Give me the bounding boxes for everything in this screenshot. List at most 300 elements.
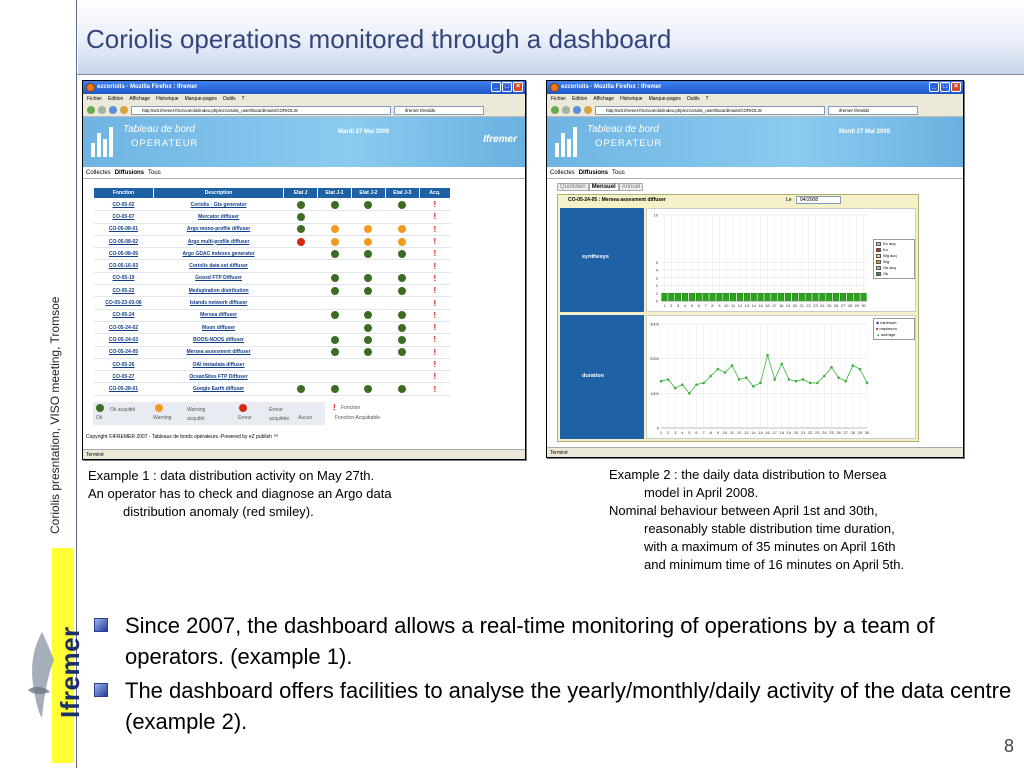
acq-cell [419, 309, 450, 321]
acq-cell [419, 321, 450, 333]
firefox-icon [86, 83, 95, 92]
search-box[interactable]: ifremer thredds [394, 106, 484, 115]
bar [668, 293, 674, 301]
ok-smiley-icon[interactable] [297, 225, 305, 233]
function-description-link[interactable]: BOOS-NOOS diffuser [153, 334, 283, 346]
function-code-link[interactable]: CO-05-16-03 [94, 260, 154, 272]
table-row [94, 211, 451, 223]
tab-tous[interactable]: Tous [148, 169, 161, 176]
banner-logo: Ifremer [483, 134, 517, 145]
tab-diffusions[interactable]: Diffusions [114, 169, 145, 176]
ok-smiley-icon[interactable] [398, 250, 406, 258]
average-point [752, 385, 755, 388]
acknowledge-icon[interactable]: ! [433, 212, 437, 222]
bar [710, 293, 716, 301]
function-code-link[interactable]: CO-05-07 [94, 211, 154, 223]
bar [744, 293, 750, 301]
table-row [94, 235, 451, 247]
average-line [661, 355, 867, 393]
ok-smiley-icon[interactable] [398, 385, 406, 393]
state-cell [284, 358, 318, 370]
legend-fonction-icon: ! [333, 403, 336, 412]
average-point [866, 382, 869, 385]
x-tick-label: 1 [659, 430, 663, 435]
acknowledge-icon[interactable]: ! [433, 249, 437, 259]
x-tick-label: 22 [806, 303, 811, 308]
caption-line: Nominal behaviour between April 1st and 30th, [609, 503, 878, 518]
synthesys-legend [873, 239, 915, 279]
ok-smiley-icon[interactable] [331, 274, 339, 282]
average-point [766, 354, 769, 357]
legend-swatch [876, 242, 881, 246]
maximize-button[interactable]: □ [502, 82, 512, 92]
maximize-button[interactable]: □ [940, 82, 950, 92]
ok-smiley-icon[interactable] [398, 348, 406, 356]
x-tick-label: 11 [729, 430, 735, 435]
average-point [859, 368, 862, 371]
acknowledge-icon[interactable]: ! [433, 237, 437, 247]
x-tick-label: 4 [681, 430, 684, 435]
ok-smiley-icon[interactable] [331, 250, 339, 258]
function-code-link[interactable]: CO-05-24-05 [94, 346, 154, 358]
menu-fichier[interactable]: Fichier [551, 96, 567, 102]
column-header: Description [153, 188, 283, 199]
x-tick-label: 18 [778, 303, 784, 308]
ok-smiley-icon[interactable] [364, 311, 372, 319]
table-row [94, 383, 451, 395]
state-cell [351, 272, 385, 284]
bar [765, 293, 771, 301]
x-tick-label: 6 [695, 430, 698, 435]
back-icon[interactable] [551, 106, 559, 114]
function-description-link[interactable]: Coriolis - Gts generator [153, 199, 283, 211]
function-code-link[interactable]: CO-05-19 [94, 272, 154, 284]
ok-smiley-icon[interactable] [364, 287, 372, 295]
legend-ok-acq: Ok acquitté [110, 407, 136, 413]
acknowledge-icon[interactable]: ! [433, 286, 437, 296]
home-icon[interactable] [584, 106, 592, 114]
tab-tous[interactable]: Tous [612, 169, 625, 176]
state-cell [351, 334, 385, 346]
state-cell [385, 346, 419, 358]
state-cell [385, 358, 419, 370]
ok-smiley-icon[interactable] [364, 348, 372, 356]
legend-swatch [876, 260, 881, 264]
bar [833, 293, 839, 301]
navigation-toolbar [547, 104, 963, 117]
x-tick-label: 25 [827, 303, 832, 308]
function-description-link[interactable]: Mersea assesment diffuser [153, 346, 283, 358]
x-tick-label: 9 [718, 303, 721, 308]
banner-bars-icon [553, 123, 583, 159]
bullet-square-icon [94, 618, 108, 632]
forward-icon[interactable] [562, 106, 570, 114]
function-code-link[interactable]: CO-05-23-03-06 [94, 297, 154, 309]
legend-label: Wg acq [883, 253, 897, 258]
state-cell [284, 248, 318, 260]
tab-quotidien[interactable]: Quotidien [557, 183, 589, 191]
x-tick-label: 24 [820, 303, 825, 308]
x-tick-label: 2 [666, 430, 670, 435]
ok-smiley-icon[interactable] [297, 385, 305, 393]
date-input[interactable]: 04/2008 [796, 196, 841, 204]
state-cell [385, 235, 419, 247]
state-cell [284, 211, 318, 223]
ok-smiley-icon[interactable] [364, 336, 372, 344]
caption-line: reasonably stable distribution time duration, [644, 521, 895, 536]
status-legend [93, 402, 381, 425]
ok-smiley-icon[interactable] [398, 336, 406, 344]
acq-cell [419, 211, 450, 223]
status-table [93, 187, 451, 396]
legend-maximum-marker: ■ [876, 326, 880, 331]
function-code-link[interactable]: CO-05-24 [94, 309, 154, 321]
legend-label: minimum [880, 320, 897, 325]
function-code-link[interactable]: CO-05-26 [94, 358, 154, 370]
ok-smiley-icon[interactable] [398, 324, 406, 332]
forward-icon[interactable] [98, 106, 106, 114]
x-tick-label: 11 [731, 303, 736, 308]
ok-smiley-icon[interactable] [364, 250, 372, 258]
state-cell [318, 321, 352, 333]
average-point [709, 375, 712, 378]
function-code-link[interactable]: CO-05-24-02 [94, 321, 154, 333]
menu-outils[interactable]: Outils [222, 96, 236, 102]
ok-smiley-icon[interactable] [364, 201, 372, 209]
menu-edition[interactable]: Edition [572, 96, 588, 102]
ok-smiley-icon[interactable] [331, 348, 339, 356]
home-icon[interactable] [120, 106, 128, 114]
status-bar: Terminé [547, 447, 963, 457]
legend-ok: Ok [96, 415, 103, 421]
table-row [94, 346, 451, 358]
function-code-link[interactable]: CO-05-02 [94, 199, 154, 211]
ok-smiley-icon[interactable] [331, 287, 339, 295]
caption-line: distribution anomaly (red smiley). [123, 504, 314, 519]
search-box[interactable]: ifremer thredds [828, 106, 918, 115]
average-point [660, 380, 663, 383]
acknowledge-icon[interactable]: ! [433, 200, 437, 210]
back-icon[interactable] [87, 106, 95, 114]
y-tick-label: 5 [655, 259, 658, 265]
menu-help[interactable]: ? [705, 96, 709, 102]
state-cell [385, 309, 419, 321]
state-cell [318, 199, 352, 211]
table-row [94, 371, 451, 383]
average-point [816, 382, 819, 385]
function-description-link[interactable]: Goosd FTP Diffuser [153, 272, 283, 284]
y-tick-label: 2000 [650, 356, 659, 362]
bar [723, 293, 729, 301]
x-tick-label: 4 [683, 303, 687, 308]
average-point [695, 383, 698, 386]
column-header: Etat J [284, 188, 318, 199]
caption-line: Example 2 : the daily data distribution to Mersea [609, 467, 887, 482]
legend-label: Ok [883, 271, 889, 276]
acknowledge-icon[interactable]: ! [433, 335, 437, 345]
bar [861, 293, 867, 301]
acq-cell [419, 272, 450, 284]
average-point [674, 387, 677, 390]
minimize-button[interactable]: _ [491, 82, 501, 92]
ok-smiley-icon[interactable] [398, 287, 406, 295]
url-bar[interactable]: http://w3.ifremer.fr/ezcoriolis/index.php/ezcoriolis_user/tboard/main/CORIOLIS [595, 106, 825, 115]
acknowledge-icon[interactable]: ! [433, 384, 437, 394]
menu-edition[interactable]: Edition [108, 96, 124, 102]
tab-collectes[interactable]: Collectes [550, 169, 575, 176]
acq-cell [419, 285, 450, 297]
minimize-button[interactable]: _ [929, 82, 939, 92]
table-row [94, 272, 451, 284]
sidebar-brand: Ifremer [55, 626, 85, 718]
x-tick-label: 23 [815, 430, 820, 435]
acknowledge-icon[interactable]: ! [433, 347, 437, 357]
tab-collectes[interactable]: Collectes [86, 169, 111, 176]
x-tick-label: 28 [850, 430, 856, 435]
function-description-link[interactable]: OAI metadata diffuser [153, 358, 283, 370]
caption-example-2 [609, 466, 1021, 574]
legend-swatch [876, 266, 881, 270]
acq-cell [419, 358, 450, 370]
legend-ok-icon [96, 404, 104, 412]
average-point [851, 364, 854, 367]
acq-cell [419, 383, 450, 395]
x-tick-label: 12 [737, 303, 743, 308]
menu-outils[interactable]: Outils [686, 96, 700, 102]
ok-smiley-icon[interactable] [398, 201, 406, 209]
acknowledge-icon[interactable]: ! [433, 372, 437, 382]
state-cell [284, 346, 318, 358]
banner-subtitle: OPERATEUR [131, 138, 199, 149]
state-cell [284, 285, 318, 297]
column-header: Fonction [94, 188, 154, 199]
acknowledge-icon[interactable]: ! [433, 310, 437, 320]
average-point [823, 375, 826, 378]
column-header: Etat J-2 [351, 188, 385, 199]
acknowledge-icon[interactable]: ! [433, 323, 437, 333]
average-point [773, 378, 776, 381]
legend-warning: Warning [153, 415, 172, 421]
function-code-link[interactable]: CO-05-24-03 [94, 334, 154, 346]
state-cell [351, 260, 385, 272]
legend-fonction: Fonction [341, 405, 361, 411]
function-description-link[interactable]: Mercator diffuser [153, 211, 283, 223]
firefox-icon [550, 83, 559, 92]
function-code-link[interactable]: CO-05-08-01 [94, 223, 154, 235]
ok-smiley-icon[interactable] [364, 324, 372, 332]
acq-cell [419, 248, 450, 260]
y-tick-label: 2 [655, 283, 658, 289]
column-header: Acq. [419, 188, 450, 199]
menu-affichage[interactable]: Affichage [593, 96, 615, 102]
bar [662, 293, 668, 301]
state-cell [351, 297, 385, 309]
acq-cell [419, 371, 450, 383]
state-cell [385, 272, 419, 284]
menu-historique[interactable]: Historique [620, 96, 643, 102]
x-tick-label: 21 [800, 430, 806, 435]
url-bar[interactable]: http://w3.ifremer.fr/ezcoriolis/index.php/ezcoriolis_user/tboard/main/CORIOLIS [131, 106, 391, 115]
x-tick-label: 10 [724, 303, 729, 308]
ok-smiley-icon[interactable] [398, 311, 406, 319]
y-tick-label: 4 [655, 267, 658, 273]
bar [717, 293, 723, 301]
function-code-link[interactable]: CO-05-08-05 [94, 248, 154, 260]
acknowledge-icon[interactable]: ! [433, 360, 437, 369]
x-tick-label: 22 [807, 430, 813, 435]
legend-row [876, 332, 912, 338]
duration-label: duration [582, 373, 604, 379]
navigation-toolbar [83, 104, 525, 117]
menu-affichage[interactable]: Affichage [129, 96, 151, 102]
function-description-link[interactable]: Moon diffuser [153, 321, 283, 333]
legend-erreur-acq: Erreur acquittée [269, 407, 290, 422]
menu-help[interactable]: ? [241, 96, 245, 102]
bar [675, 293, 681, 301]
table-row [94, 199, 451, 211]
tab-diffusions[interactable]: Diffusions [578, 169, 609, 176]
state-cell [318, 285, 352, 297]
y-tick-label: 0 [656, 425, 659, 431]
state-cell [284, 235, 318, 247]
title-rule [0, 74, 1024, 75]
bar [847, 293, 853, 301]
function-description-link[interactable]: Argo GDAC indexes generator [153, 248, 283, 260]
section-tabs [547, 167, 963, 179]
state-cell [351, 199, 385, 211]
error-smiley-icon[interactable] [297, 238, 305, 246]
state-cell [385, 297, 419, 309]
legend-label: Ko acq [883, 241, 896, 246]
legend-swatch [876, 272, 881, 276]
menu-marque-pages[interactable]: Marque-pages [648, 96, 681, 102]
ok-smiley-icon[interactable] [398, 274, 406, 282]
x-tick-label: 20 [793, 430, 799, 435]
x-tick-label: 16 [765, 303, 770, 308]
window-title: ezcoriolis - Mozilla Firefox : Ifremer [97, 84, 198, 90]
acknowledge-icon[interactable]: ! [433, 224, 437, 234]
tab-annuel[interactable]: Annuel [619, 183, 644, 191]
legend-minimum-marker: ◆ [876, 320, 881, 325]
acknowledge-icon[interactable]: ! [433, 261, 437, 271]
x-tick-label: 19 [786, 430, 792, 435]
menu-marque-pages[interactable]: Marque-pages [184, 96, 217, 102]
warning-smiley-icon[interactable] [331, 225, 339, 233]
table-row [94, 321, 451, 333]
state-cell [351, 285, 385, 297]
table-row [94, 285, 451, 297]
x-tick-label: 17 [772, 430, 777, 435]
monthly-panel [557, 194, 919, 442]
y-tick-label: 10 [653, 212, 658, 218]
state-cell [351, 383, 385, 395]
warning-smiley-icon[interactable] [364, 238, 372, 246]
y-tick-label: 1 [655, 290, 658, 296]
state-cell [318, 334, 352, 346]
function-code-link[interactable]: CO-05-27 [94, 371, 154, 383]
x-tick-label: 13 [744, 430, 749, 435]
function-description-link[interactable]: Google Earth diffuser [153, 383, 283, 395]
window-title: ezcoriolis - Mozilla Firefox : Ifremer [561, 84, 662, 90]
warning-smiley-icon[interactable] [331, 238, 339, 246]
ok-smiley-icon[interactable] [331, 385, 339, 393]
function-description-link[interactable]: Islands network diffuser [153, 297, 283, 309]
state-cell [318, 272, 352, 284]
ok-smiley-icon[interactable] [297, 201, 305, 209]
state-cell [318, 383, 352, 395]
x-tick-label: 14 [751, 430, 756, 435]
state-cell [318, 371, 352, 383]
legend-label: average [881, 332, 896, 337]
ok-smiley-icon[interactable] [331, 311, 339, 319]
warning-smiley-icon[interactable] [398, 238, 406, 246]
state-cell [284, 371, 318, 383]
function-description-link[interactable]: Medspiration distribution [153, 285, 283, 297]
acq-cell [419, 260, 450, 272]
state-cell [351, 248, 385, 260]
x-tick-label: 1 [663, 303, 666, 308]
average-point [731, 364, 734, 367]
browser-window-example-1 [82, 80, 526, 460]
x-tick-label: 15 [758, 303, 763, 308]
function-description-link[interactable]: OceanSites FTP Diffuser [153, 371, 283, 383]
x-tick-label: 29 [854, 303, 859, 308]
sidebar-presentation-text: Coriolis presntation, VISO meeting, Tromsoe [48, 296, 62, 534]
state-cell [318, 346, 352, 358]
acq-cell [419, 235, 450, 247]
average-point [830, 366, 833, 369]
dashboard-body [547, 179, 963, 449]
ok-smiley-icon[interactable] [364, 385, 372, 393]
function-description-link[interactable]: Coriolis data set diffuser [153, 260, 283, 272]
average-point [802, 378, 805, 381]
acknowledge-icon[interactable]: ! [433, 298, 437, 308]
ok-smiley-icon[interactable] [297, 213, 305, 221]
warning-smiley-icon[interactable] [364, 225, 372, 233]
function-description-link[interactable]: Argo multi-profile diffuser [153, 235, 283, 247]
acknowledge-icon[interactable]: ! [433, 273, 437, 283]
bar [730, 293, 736, 301]
ok-smiley-icon[interactable] [331, 336, 339, 344]
reload-icon[interactable] [109, 106, 117, 114]
function-description-link[interactable]: Argo mono-profile diffuser [153, 223, 283, 235]
close-button[interactable]: × [513, 82, 523, 92]
table-row [94, 309, 451, 321]
menu-historique[interactable]: Historique [156, 96, 179, 102]
legend-label: Wg [883, 259, 889, 264]
reload-icon[interactable] [573, 106, 581, 114]
ok-smiley-icon[interactable] [364, 274, 372, 282]
menu-fichier[interactable]: Fichier [87, 96, 103, 102]
caption-line: with a maximum of 35 minutes on April 16th [644, 539, 896, 554]
close-button[interactable]: × [951, 82, 961, 92]
state-cell [351, 223, 385, 235]
function-code-link[interactable]: CO-05-22 [94, 285, 154, 297]
y-tick-label: 3000 [650, 321, 659, 327]
acq-cell [419, 334, 450, 346]
function-code-link[interactable]: CO-05-28-01 [94, 383, 154, 395]
dashboard-banner [547, 117, 963, 167]
window-titlebar [547, 81, 963, 94]
tab-mensuel[interactable]: Mensuel [589, 183, 619, 191]
ok-smiley-icon[interactable] [331, 201, 339, 209]
warning-smiley-icon[interactable] [398, 225, 406, 233]
state-cell [385, 371, 419, 383]
function-code-link[interactable]: CO-05-08-02 [94, 235, 154, 247]
state-cell [284, 334, 318, 346]
duration-row-label [560, 315, 644, 439]
function-description-link[interactable]: Mersea diffuser [153, 309, 283, 321]
